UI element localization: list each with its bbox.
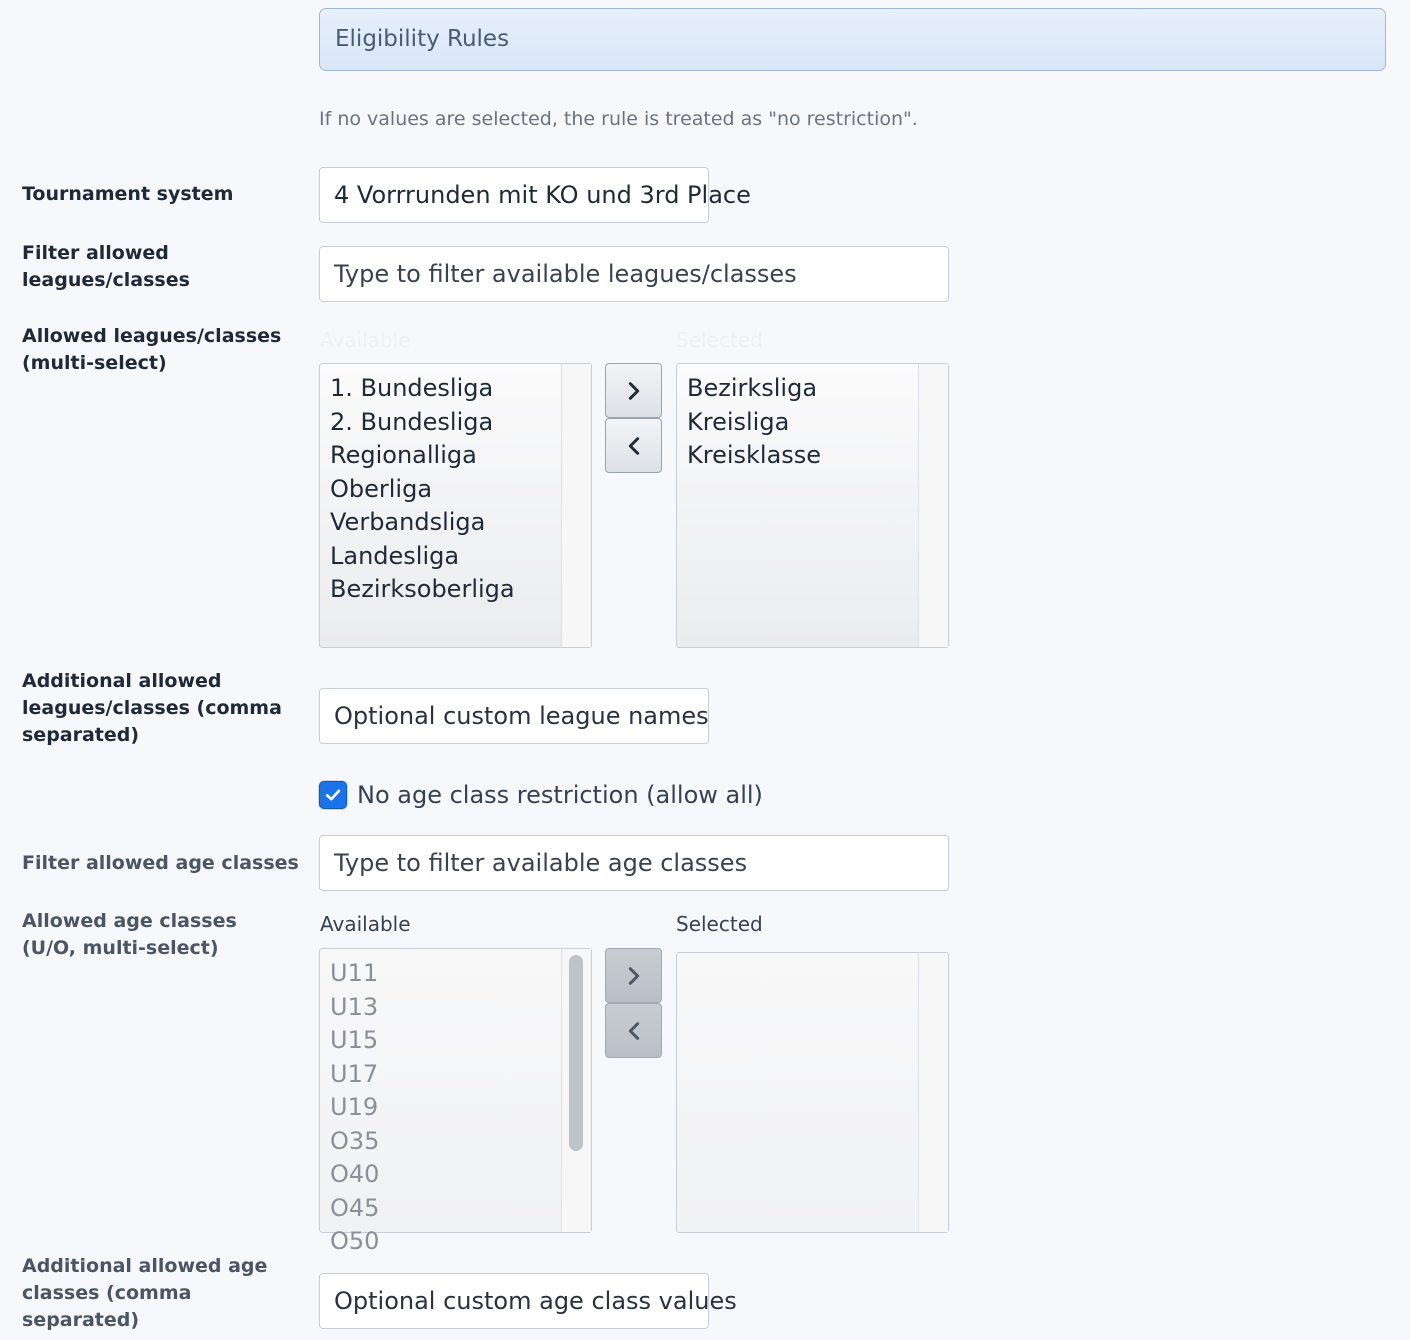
section-header: Eligibility Rules <box>319 8 1386 71</box>
leagues-move-left-button[interactable] <box>605 418 662 473</box>
chevron-right-icon <box>623 380 645 402</box>
additional-age-classes-input[interactable]: Optional custom age class values <box>319 1273 709 1329</box>
age-filter-input[interactable]: Type to filter available age classes <box>319 835 949 891</box>
no-age-restriction-checkbox[interactable] <box>319 781 347 809</box>
list-item[interactable]: U11 <box>330 959 379 987</box>
leagues-selected-scrollbar[interactable] <box>918 364 948 647</box>
chevron-left-icon <box>623 435 645 457</box>
leagues-selected-list[interactable] <box>676 363 949 648</box>
list-item[interactable]: Bezirksoberliga <box>330 575 515 603</box>
list-item[interactable]: O35 <box>330 1126 380 1155</box>
list-item[interactable]: O40 <box>330 1160 380 1188</box>
list-item[interactable]: Bezirksliga <box>687 374 818 402</box>
age-filter-label: Filter allowed age classes <box>22 852 299 874</box>
age-available-caption: Available <box>320 912 411 936</box>
age-available-scroll-thumb[interactable] <box>569 955 583 1151</box>
no-age-restriction-label: No age class restriction (allow all) <box>357 781 763 809</box>
additional-age-classes-label: Additional allowed age classes (comma separated) <box>22 1255 268 1331</box>
list-item[interactable]: Regionalliga <box>330 441 477 469</box>
list-item[interactable]: U17 <box>330 1059 379 1088</box>
list-item[interactable]: Landesliga <box>330 541 460 570</box>
list-item[interactable]: Verbandsliga <box>330 508 486 536</box>
leagues-available-scrollbar[interactable] <box>561 364 591 647</box>
age-selected-list[interactable] <box>676 952 949 1233</box>
list-item[interactable]: 2. Bundesliga <box>330 407 494 436</box>
list-item[interactable]: U15 <box>330 1026 379 1054</box>
list-item[interactable]: O50 <box>330 1227 380 1255</box>
leagues-selected-caption: Selected <box>676 328 763 352</box>
age-classes-label: Allowed age classes (U/O, multi-select) <box>22 910 237 959</box>
list-item[interactable]: O45 <box>330 1193 380 1222</box>
additional-leagues-label: Additional allowed leagues/classes (comma separated) <box>22 670 282 746</box>
tournament-system-label: Tournament system <box>22 183 234 205</box>
chevron-right-icon <box>623 965 645 987</box>
list-item[interactable]: Kreisliga <box>687 407 790 436</box>
league-filter-label: Filter allowed leagues/classes <box>22 242 190 291</box>
age-selected-caption: Selected <box>676 912 763 936</box>
leagues-available-caption: Available <box>320 328 411 352</box>
list-item[interactable]: U13 <box>330 992 379 1021</box>
age-available-scrollbar[interactable] <box>561 949 591 1232</box>
checkmark-icon <box>323 785 343 805</box>
leagues-available-list[interactable] <box>319 363 592 648</box>
chevron-left-icon <box>623 1020 645 1042</box>
age-move-left-button[interactable] <box>605 1003 662 1058</box>
list-item[interactable]: Kreisklasse <box>687 441 822 469</box>
tournament-system-select[interactable]: 4 Vorrrunden mit KO und 3rd Place <box>319 167 709 223</box>
leagues-label: Allowed leagues/classes (multi-select) <box>22 325 282 374</box>
age-move-right-button[interactable] <box>605 948 662 1003</box>
no-age-restriction-row[interactable] <box>319 779 763 811</box>
list-item[interactable]: 1. Bundesliga <box>330 374 494 402</box>
league-filter-input[interactable]: Type to filter available leagues/classes <box>319 246 949 302</box>
age-selected-scrollbar[interactable] <box>918 953 948 1232</box>
age-available-list[interactable] <box>319 948 592 1255</box>
list-item[interactable]: Oberliga <box>330 474 433 503</box>
no-restriction-hint: If no values are selected, the rule is treated as "no restriction". <box>319 108 918 130</box>
leagues-move-right-button[interactable] <box>605 363 662 418</box>
list-item[interactable]: U19 <box>330 1093 379 1121</box>
additional-leagues-input[interactable]: Optional custom league names <box>319 688 709 744</box>
